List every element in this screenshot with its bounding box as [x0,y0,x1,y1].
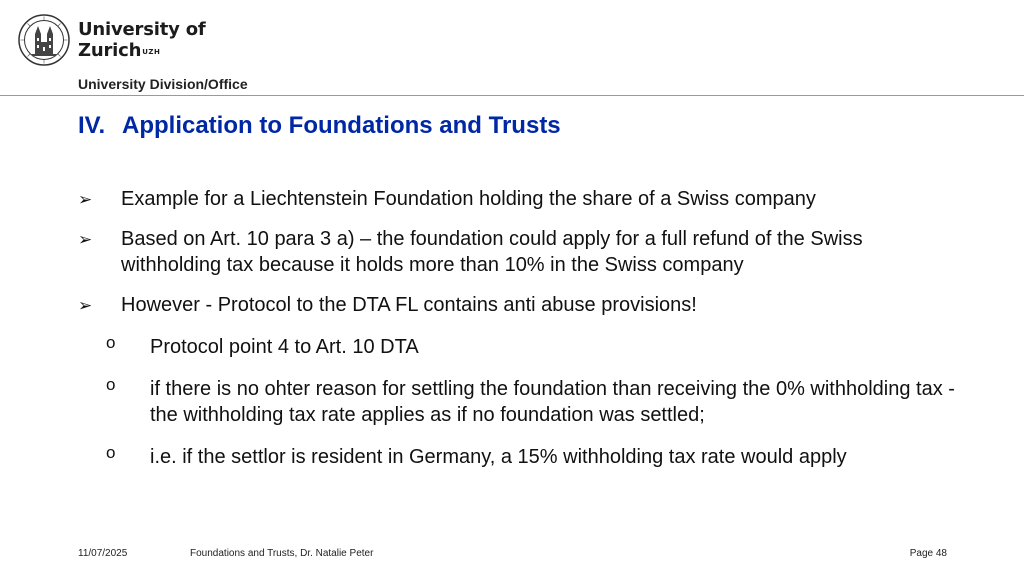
bullet-text: Based on Art. 10 para 3 a) – the foundation could apply for a full refund of the Swiss withholding tax because it holds more than 10% in the Swiss company [121,228,863,276]
division-label: University Division/Office [78,76,248,92]
arrow-bullet-icon: ➢ [78,230,93,249]
subbullet-item [78,376,958,428]
bullet-text: Example for a Liechtenstein Foundation holding the share of a Swiss company [121,188,816,210]
circle-bullet-icon: o [106,375,116,394]
bullet-item [78,292,958,318]
slide-title [78,112,978,140]
footer-subject: Foundations and Trusts, Dr. Natalie Peter [190,548,374,559]
footer-date: 11/07/2025 [78,548,128,559]
subbullet-item [78,444,958,470]
circle-bullet-icon: o [106,333,116,352]
subbullet-item [78,334,958,360]
bullet-item [78,186,958,212]
subbullet-text: i.e. if the settlor is resident in Germany, a 15% withholding tax rate would apply [150,446,847,468]
footer-page-number: Page 48 [909,548,947,559]
slide-title-text: Application to Foundations and Trusts [122,112,561,139]
slide-section-number: IV. [78,112,106,139]
university-wordmark [78,19,206,61]
bullet-item [78,226,958,278]
subbullet-text: Protocol point 4 to Art. 10 DTA [150,336,419,358]
arrow-bullet-icon: ➢ [78,296,93,315]
header-divider [0,95,1024,96]
university-name-line2: Zurich [78,40,142,61]
slide-content [78,186,958,486]
circle-bullet-icon: o [106,443,116,462]
university-abbreviation: UZH [142,48,161,56]
subbullet-text: if there is no ohter reason for settling the foundation than receiving the 0% withholding tax - the withholding tax rate applies as if no foundation was settled; [150,378,955,426]
bullet-text: However - Protocol to the DTA FL contains anti abuse provisions! [121,294,697,316]
arrow-bullet-icon: ➢ [78,190,93,209]
university-name-line1: University of [78,19,206,40]
university-seal-logo [18,14,70,66]
